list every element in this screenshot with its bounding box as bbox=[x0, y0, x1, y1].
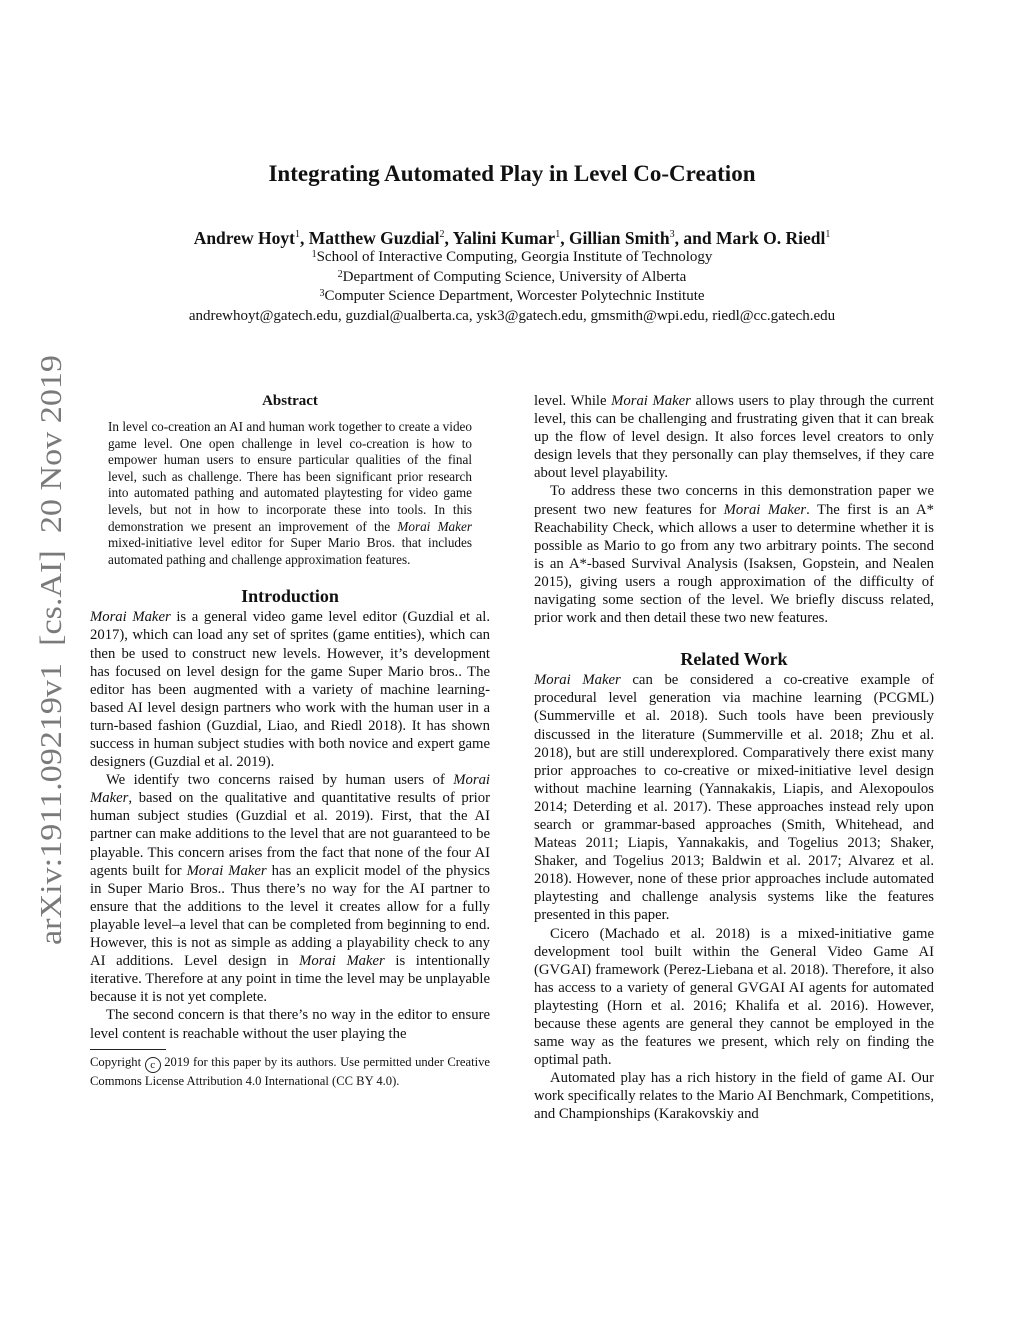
paragraph-emphasis: Morai Maker bbox=[723, 501, 807, 518]
footnote-rule bbox=[90, 1049, 166, 1050]
related-work-paragraph: Automated play has a rich history in the field of game AI. Our work specifically relates to the Mario AI Benchmark, Competitions, and Championships (Karakovskiy and bbox=[534, 1070, 934, 1123]
paragraph-emphasis: Morai Maker bbox=[534, 672, 621, 689]
author-name: Gillian Smith bbox=[568, 228, 670, 248]
paragraph-emphasis: Morai Maker bbox=[90, 609, 171, 626]
abstract-text bbox=[108, 419, 472, 568]
affiliation-mark: 1 bbox=[311, 249, 317, 260]
related-work-heading: Related Work bbox=[680, 649, 788, 670]
author-affil-mark: 1 bbox=[825, 229, 831, 240]
author-affil-mark: 1 bbox=[555, 229, 561, 240]
author-separator: , bbox=[560, 228, 569, 248]
abstract-heading: Abstract bbox=[262, 393, 318, 409]
paragraph-text: level. While bbox=[534, 393, 612, 409]
affiliation-line bbox=[0, 248, 1024, 268]
author-emails: andrewhoyt@gatech.edu, guzdial@ualberta.ca, ysk3@gatech.edu, gmsmith@wpi.edu, riedl@cc.gatech.edu bbox=[188, 307, 836, 324]
paper-title: Integrating Automated Play in Level Co-Creation bbox=[268, 161, 756, 186]
copyright-icon: c bbox=[145, 1057, 161, 1073]
affiliation-mark: 3 bbox=[319, 288, 325, 299]
introduction-heading: Introduction bbox=[241, 586, 339, 607]
right-column bbox=[534, 392, 934, 1124]
paragraph-text: , based on the qualitative and quantitative results of prior human subject studies (Guzdial et al. 2019). First, that the AI partner can make additions to the level that are not guaranteed to be playable. This concern arises from the fact that none of the four AI agents built for bbox=[90, 790, 490, 879]
paragraph-text: . The first is an A* Reachability Check, which allows a user to determine whether it is possible as Mario to go from any two arbitrary points. The second is an A*-based Survival Analysis (Isaksen, Gopstein, and Nealen 2015), giving users a rough approximation of the difficulty of navigating some section of the level. We briefly discuss related, prior work and then detail these two new features. bbox=[534, 501, 934, 627]
related-work-paragraph bbox=[534, 671, 934, 924]
paragraph-text: has an explicit model of the physics in Super Mario Bros.. Thus there’s no way for the AI partner to ensure that the additions to the level it creates allow for a fully playable level–a level that can be completed from beginning to end. However, this is not as simple as adding a playability check to any AI additions. Level design in bbox=[90, 862, 490, 970]
author-affil-mark: 3 bbox=[669, 229, 675, 240]
abstract-text-part: mixed-initiative level editor for Super Mario Bros. that includes automated pathing and challenge approximation features. bbox=[108, 535, 472, 567]
introduction-paragraph: The second concern is that there’s no way in the editor to ensure level content is reachable without the user playing the bbox=[90, 1007, 490, 1042]
author-separator: , bbox=[299, 228, 309, 248]
paragraph-text: is a general video game level editor (Guzdial et al. 2017), which can load any set of sprites (game entities), which can then be used to construct new levels. However, it’s development has focused on level design for the game Super Mario bros.. The editor has been augmented with a variety of machine learning-based AI level design partners who work with the human user in a turn-based fashion (Guzdial, Liao, and Riedl 2018). It has shown success in human subject studies with both novice and expert game designers (Guzdial et al. 2019). bbox=[90, 609, 490, 771]
author-name: Mark O. Riedl bbox=[715, 228, 826, 248]
author-affil-mark: 1 bbox=[294, 229, 300, 240]
paragraph-emphasis: Morai Maker bbox=[611, 393, 691, 409]
affiliation-text: Computer Science Department, Worcester Polytechnic Institute bbox=[324, 288, 705, 304]
footnote-text: Copyright bbox=[90, 1054, 145, 1069]
paragraph-emphasis: Morai Maker bbox=[186, 862, 267, 879]
paragraph-text: We identify two concerns raised by human users of bbox=[106, 772, 454, 789]
affiliations bbox=[0, 248, 1024, 326]
author-list bbox=[0, 226, 1024, 250]
author-separator: , bbox=[444, 228, 453, 248]
author-separator: , and bbox=[674, 228, 716, 248]
affiliation-line bbox=[0, 287, 1024, 307]
paragraph-emphasis: Morai Maker bbox=[90, 772, 490, 807]
affiliation-line bbox=[0, 268, 1024, 288]
introduction-paragraph bbox=[90, 771, 490, 1006]
arxiv-identifier: arXiv:1911.09219v1 [cs.AI] 20 Nov 2019 bbox=[33, 408, 68, 945]
arxiv-stamp bbox=[30, 350, 70, 950]
introduction-paragraph bbox=[90, 608, 490, 771]
left-column bbox=[90, 390, 490, 1089]
introduction-paragraph bbox=[534, 482, 934, 627]
author-name: Andrew Hoyt bbox=[193, 228, 295, 248]
footnote-text: 2019 for this paper by its authors. Use permitted under Creative Commons License Attribution 4.0 International (CC BY 4.0). bbox=[90, 1054, 491, 1088]
paragraph-emphasis: Morai Maker bbox=[299, 953, 385, 970]
affiliation-text: Department of Computing Science, University of Alberta bbox=[342, 268, 687, 285]
author-affil-mark: 2 bbox=[439, 229, 445, 240]
abstract-emphasis: Morai Maker bbox=[397, 518, 472, 534]
author-name: Matthew Guzdial bbox=[308, 228, 440, 248]
paragraph-text: is intentionally iterative. Therefore at any point in time the level may be unplayable because it is not yet complete. bbox=[90, 953, 490, 1006]
introduction-paragraph bbox=[534, 392, 934, 482]
related-work-paragraph: Cicero (Machado et al. 2018) is a mixed-initiative game development tool built within the General Video Game AI (GVGAI) framework (Perez-Liebana et al. 2018). Therefore, it also has access to a variety of general GVGAI AI agents for automated playtesting (Horn et al. 2016; Khalifa et al. 2016). However, because these agents are general they cannot be employed in the same way as the features we present, which rely on finding the optimal path. bbox=[534, 925, 934, 1069]
abstract-text-part: In level co-creation an AI and human work together to create a video game level. One open challenge in level co-creation is how to empower human users to ensure particular qualities of the final level, such as challenge. There has been significant prior research into automated pathing and automated playtesting for video game levels, but not in how to incorporate these into tools. In this demonstration we present an improvement of the bbox=[108, 419, 472, 534]
paragraph-text: can be considered a co-creative example of procedural level generation via machine learning (PCGML) (Summerville et al. 2018). Such tools have been previously discussed in the literature (Summerville et al. 2018; Zhu et al. 2018), but are still underexplored. Comparatively there exist many prior approaches to co-creative or mixed-initiative level design without machine learning (Yannakakis, Liapis, and Alexopoulos 2014; Deterding et al. 2017). These approaches instead rely upon search or grammar-based approaches (Smith, Whitehead, and Mateas 2011; Liapis, Yannakakis, and Togelius 2013; Shaker, Shaker, and Togelius 2013; Baldwin et al. 2017; Alvarez et al. 2018). However, none of these prior approaches include automated playtesting and challenge analysis systems like the features presented in this paper. bbox=[534, 672, 935, 924]
paragraph-text: allows users to play through the current level, this can be challenging and frustrating given that it can break up the flow of level design. It also forces level creators to only design levels that they personally can play themselves, if they care about level playability. bbox=[534, 393, 934, 482]
affiliation-mark: 2 bbox=[337, 268, 343, 280]
paragraph-text: To address these two concerns in this demonstration paper we present two new features for bbox=[534, 483, 934, 518]
affiliation-text: School of Interactive Computing, Georgia Institute of Technology bbox=[316, 249, 713, 265]
author-name: Yalini Kumar bbox=[452, 228, 556, 248]
copyright-footnote bbox=[90, 1054, 490, 1089]
